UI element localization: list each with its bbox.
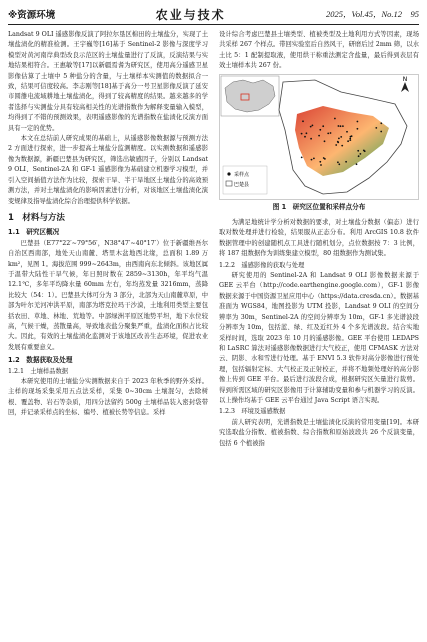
sample-point [301, 156, 303, 158]
sample-point [337, 161, 339, 163]
intro-paragraph-2: 本文在总结前人研究成果的基础上，从遥感影像数据源与预测方法 2 方面进行探索，进一步提高土壤盐分监测精度。以实测数据和遥感影像为数据源，新疆巴楚县为研究区，筛选出敏感因子，分别以 Landsat 9 OLI、Sentinel-2A 和 GF-1 遥感影像为基础建立机器学习模型，并引入空间插值方法作为比较，探索干旱、半干旱地区土壤盐分的高效预测方法，并对土壤盐渍化的影响因素进行分析，对该地区土壤盐渍化演变规律及指导盐渍化综合治理提供科学依据。 [8, 135, 208, 205]
sample-point [363, 149, 365, 151]
sample-point [330, 132, 332, 134]
sample-point [357, 150, 359, 152]
issue-info: 2025，Vol.45，No.12 95 [325, 9, 419, 19]
page-header [8, 4, 419, 25]
left-column [8, 30, 208, 419]
subsection-1-2-1-title: 1.2.1 土壤样品数据 [8, 367, 69, 375]
sample-point [335, 144, 337, 146]
remote-sensing-paragraph: 研究使用的 Sentinel-2A 和 Landsat 9 OLI 影像数据来源于 GEE 云平台（http://code.earthengine.google.com），GF-1 影像数据来源于中国资源卫星应用中心（https://data.cresda.cn）。数据基准面为 WGS84，地图投影为 UTM 投影，Landsat 9 OLI 的空间分辨率为 30m，Sentinel-2A 的空间分辨率为 10m，GF-1 多光谱波段分辨率为 10m，包括蓝、绿、红及近红外 4 个多光谱波段。结合实地采样时间，选取 2023 年 10 月的遥感影像。GEE 平台使用 LEDAPS 和 LaSRC 算法对遥感影像数据进行大气校正，使用 CFMASK 方法对云、阴影、水和雪进行处理。基于 ENVI 5.3 软件对高分影像进行预处理，包括辐射定标、大气校正及正射校正，并将不地频处理好的高分影像上传到 GEE 平台。最后进行波段合成，根据研究区矢量进行裁剪。得到所需区域的研究区影像用于计算辅助变量和参与机器学习的反演。以上操作均基于 GEE 云平台通过 Java Script 语言实现。 [219, 272, 419, 404]
sample-point [357, 120, 359, 122]
inset-map [221, 76, 279, 116]
study-area-map [219, 74, 419, 200]
sample-point [338, 163, 340, 165]
section-label: ※资源环境 [8, 10, 56, 21]
sample-point [338, 137, 340, 139]
svg-text:N: N [402, 75, 408, 83]
sample-point [334, 117, 336, 119]
subsection-1-2-title: 1.2 数据获取及处理 [8, 356, 73, 365]
intro-paragraph-1: Landsat 9 OLI 遥感影像反演了阿拉尔垦区棉田的土壤盐分，实现了土壤盐渍化的精准检测。王宇巍等[16]基于 Sentinel-2 影像与深度学习模型对黄河南岸典型改良示范区的土壤盐量进行了反演，反演结果与实地结果相符合。王惠敏等[17]以新疆焉耆为研究区，使用高分遥感卫星影像估算了土壤中 5 种盐分的含量，与土壤样本实测值的数据拟合一致，结果可信度较高。李志刚等[18]基于高分一号卫星影像反演了延安市圆雒电流域耕地土壤盐渍化，得到了较高精度的结果。越来越多的学者选择与实测盐分具有较高相关性的光谱指数作为解释变量输入模型，均得到了不错的预测效果，表明遥感影像的光谱指数在盐渍化反演方面具有一定的优势。 [8, 31, 208, 132]
figure-caption: 图 1 研究区位置和采样点分布 [272, 202, 366, 211]
legend-item-county: 巴楚县 [234, 181, 250, 188]
sample-point [349, 137, 351, 139]
sample-point [347, 140, 349, 142]
sample-point [319, 161, 321, 163]
sample-point [323, 157, 325, 159]
map-legend [223, 166, 267, 194]
sample-point [312, 124, 314, 126]
sample-point [301, 132, 303, 134]
sample-point [310, 125, 312, 127]
sample-point [302, 120, 304, 122]
sample-point [346, 131, 348, 133]
sample-point [310, 137, 312, 139]
sample-point [337, 140, 339, 142]
sample-point [318, 134, 320, 136]
spectral-index-paragraph: 前人研究表明，光谱指数是土壤盐渍化反演的常用变量[19]。本研究选取盐分指数、植被指数、综合指数和原始波段共 26 个反演变量，包括 6 个植被指 [219, 418, 419, 447]
subsection-1-2-2-title: 1.2.2 遥感影像的获取与处理 [219, 261, 305, 269]
subsection-1-2-3-title: 1.2.3 环境及遥感数据 [219, 408, 286, 416]
section-1-title: 1 材料与方法 [8, 212, 65, 223]
sample-point [306, 132, 308, 134]
sample-point [313, 157, 315, 159]
sample-point [349, 139, 351, 141]
sample-point [380, 130, 382, 132]
sample-point [340, 136, 342, 138]
sample-point [360, 153, 362, 155]
soil-sample-paragraph: 本研究使用的土壤盐分实测数据来自于 2023 年秋季的野外采样。主样的现场采集采用五点法采样，采集 0~30cm 土壤混匀，去除树根、覆盖物、岩石等杂质，用四分法留约 500g 土壤样品装入密封袋带回，并记录采样点的坐标、编号、植被长势等信息。采样 [8, 378, 208, 417]
sample-point [322, 125, 324, 127]
data-processing-paragraph: 为满足地统计学分析对数据的要求，对土壤盐分数据（偏态）进行取对数处理并进行检验，结果服从正态分布。利用 ArcGIS 10.8 软件数据管理中的创建随机点工具进行随机划分，点位数据按 7：3 比例，将 187 组数据作为训练集建立模型，80 组数据作为测试集。 [219, 219, 419, 258]
sample-point [327, 132, 329, 134]
sample-point [358, 155, 360, 157]
sample-point [345, 161, 347, 163]
sample-point [341, 144, 343, 146]
sample-point [311, 158, 313, 160]
sample-point [338, 125, 340, 127]
sample-point [380, 122, 382, 124]
subsection-1-1-title: 1.1 研究区概况 [8, 228, 60, 237]
sample-point [356, 163, 358, 165]
sample-point [342, 125, 344, 127]
right-column [219, 30, 419, 449]
study-area-figure [219, 74, 419, 200]
sample-point [319, 129, 321, 131]
sample-point [324, 140, 326, 142]
sample-point [340, 125, 342, 127]
journal-title: 农业与技术 [155, 7, 226, 22]
study-area-paragraph: 巴楚县（E77°22′~79°56′，N38°47′~40°17′）位于新疆维吾尔自治区西南部，地处天山南麓、塔里木盆地西北缘，总面积 1.89 万 km²，见图 1。海拔范围 999~2643m，由西南向东北倾斜。该地区属于温带大陆性干旱气候，年日照时数在 2859~3130h，年平均气温 12.1℃，多年平均降水量 60mm 左右，年均蒸发量 3216mm，蒸降比较大（54：1）。巴楚县大体可分为 3 部分，北部为天山南麓草原，中部为叶尔羌河冲洪平原，南部为塔克拉玛干沙漠，土地利用类型主要包括农田、草地、林地、荒地等。中部绿洲平原区地势平坦，地下水位较高，气候干燥，蒸散量高，导致地表盐分聚集严重，盐渍化面积占比较大。因此，有效的土壤盐渍化监测对于该地区改善生态环境，促进农业发展有重要意义。 [8, 239, 208, 351]
sampling-paragraph: 设计综合考虑巴楚县土壤类型、植被类型及土地利用方式等因素，现场共采样 267 个样点。带回实验室后自然风干，研磨后过 2mm 筛，以水土比 5：1 配制提取液，使用烘干称重法测定含盐量，最后得到表层有效土壤样本共 267 份。 [219, 31, 419, 70]
sample-point [304, 135, 306, 137]
sample-point [375, 127, 377, 129]
sample-point [320, 164, 322, 166]
sample-point [357, 128, 359, 130]
legend-item-sample: 采样点 [234, 171, 250, 178]
sample-point [351, 135, 353, 137]
